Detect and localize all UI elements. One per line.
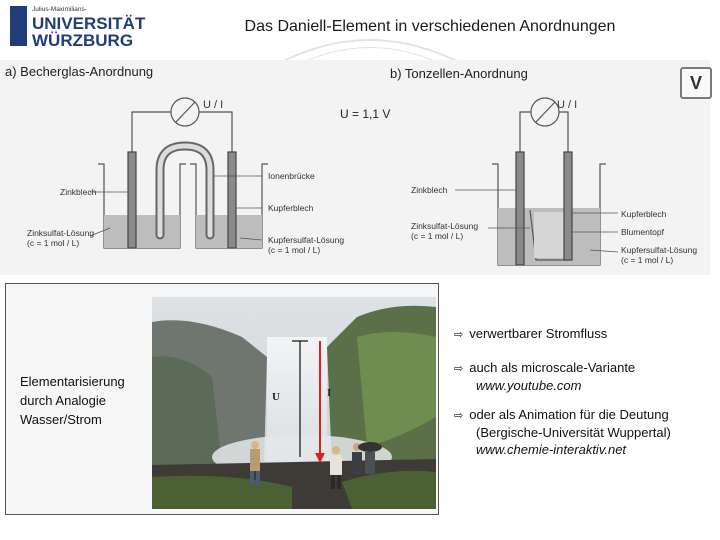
double-arrow-icon: ⇨	[454, 363, 464, 375]
label-zinkblech-left: Zinkblech	[60, 187, 97, 197]
logo-line2: WÜRZBURG	[32, 31, 134, 50]
label-zinksulfat-right-1: Zinksulfat-Lösung	[411, 221, 479, 231]
caption-line-1: Elementarisierung	[20, 374, 125, 389]
bullet-2-link[interactable]: www.youtube.com	[476, 378, 582, 393]
header	[0, 0, 720, 54]
meter-label-right: U / I	[557, 99, 578, 111]
waterfall-photo	[152, 297, 436, 509]
label-kupfersulfat-right-1: Kupfersulfat-Lösung	[621, 245, 698, 255]
caption-line-2: durch Analogie	[20, 393, 107, 408]
label-ionenbruecke: Ionenbrücke	[268, 171, 315, 181]
label-blumentopf: Blumentopf	[621, 227, 664, 237]
voltage-label: U = 1,1 V	[340, 107, 391, 121]
clay-cell-setup-right	[492, 98, 606, 265]
left-heading: a) Becherglas-Anordnung	[5, 64, 154, 79]
meter-label-left: U / I	[203, 99, 224, 111]
double-arrow-icon: ⇨	[454, 410, 464, 422]
analogy-caption	[20, 372, 125, 429]
bullet-3	[454, 407, 669, 422]
label-zinksulfat-right-2: (c = 1 mol / L)	[411, 231, 464, 241]
page-title: Das Daniell-Element in verschiedenen Anordnungen	[244, 18, 616, 35]
label-zinkblech-right: Zinkblech	[411, 185, 448, 195]
u-label: U	[272, 391, 280, 403]
university-logo	[10, 2, 160, 50]
right-heading: b) Tonzellen-Anordnung	[390, 66, 528, 81]
bullet-3-text: oder als Animation für die Deutung	[469, 407, 669, 422]
logo-top-text: Julius-Maximilians-	[32, 6, 87, 13]
label-kupferblech-right: Kupferblech	[621, 209, 667, 219]
apparatus-drawing	[0, 60, 710, 275]
label-kupferblech-left: Kupferblech	[268, 203, 314, 213]
caption-line-3: Wasser/Strom	[20, 412, 102, 427]
label-kupfersulfat-left-1: Kupfersulfat-Lösung	[268, 235, 345, 245]
beaker-setup-left	[98, 98, 268, 248]
daniell-diagram	[0, 60, 710, 275]
label-kupfersulfat-right-2: (c = 1 mol / L)	[621, 255, 674, 265]
bullet-1-text: verwertbarer Stromfluss	[469, 326, 608, 341]
bullet-3-sub: (Bergische-Universität Wuppertal)	[476, 425, 671, 440]
bullet-3-link[interactable]: www.chemie-interaktiv.net	[476, 442, 627, 457]
bullet-2	[454, 360, 635, 375]
v-badge: V	[680, 67, 712, 99]
label-zinksulfat-left-1: Zinksulfat-Lösung	[27, 228, 95, 238]
label-kupfersulfat-left-2: (c = 1 mol / L)	[268, 245, 321, 255]
i-label: I	[327, 387, 332, 399]
logo-line1: UNIVERSITÄT	[32, 14, 146, 33]
label-zinksulfat-left-2: (c = 1 mol / L)	[27, 238, 80, 248]
double-arrow-icon: ⇨	[454, 329, 464, 341]
bullet-2-text: auch als microscale-Variante	[469, 360, 636, 375]
bullet-1	[454, 326, 607, 341]
